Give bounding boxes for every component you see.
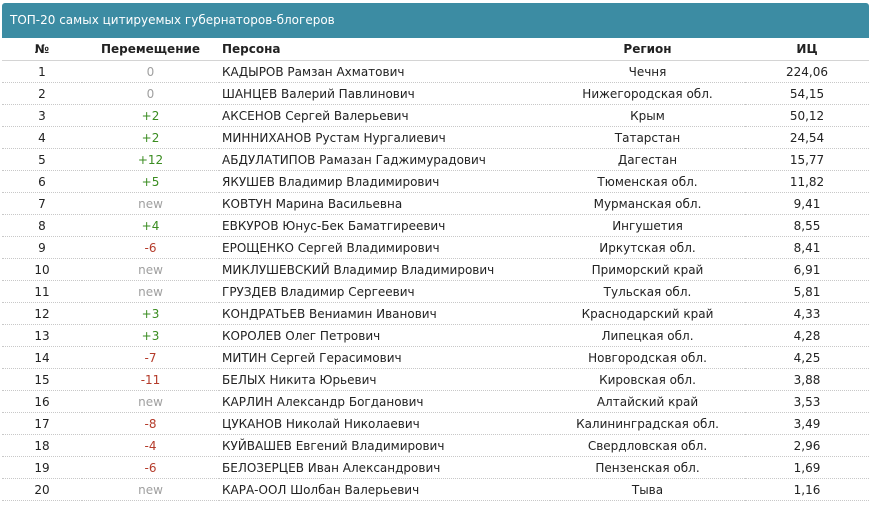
region-cell: Ингушетия [550, 215, 745, 237]
person-cell: ЯКУШЕВ Владимир Владимирович [219, 171, 550, 193]
rank-cell: 8 [2, 215, 82, 237]
citation-index-cell: 2,96 [745, 435, 869, 457]
table-row [2, 237, 869, 259]
table-row [2, 61, 869, 83]
rank-cell: 12 [2, 303, 82, 325]
citation-index-cell: 3,88 [745, 369, 869, 391]
movement-cell: 0 [82, 83, 219, 105]
rank-cell: 10 [2, 259, 82, 281]
rating-table [2, 38, 869, 501]
region-cell: Нижегородская обл. [550, 83, 745, 105]
citation-index-cell: 1,16 [745, 479, 869, 501]
person-cell: КОРОЛЕВ Олег Петрович [219, 325, 550, 347]
table-row [2, 149, 869, 171]
column-header-move[interactable]: Перемещение [82, 38, 219, 61]
rank-cell: 4 [2, 127, 82, 149]
person-cell: КАРЛИН Александр Богданович [219, 391, 550, 413]
movement-cell: +3 [82, 303, 219, 325]
citation-index-cell: 54,15 [745, 83, 869, 105]
rank-cell: 9 [2, 237, 82, 259]
person-cell: МИТИН Сергей Герасимович [219, 347, 550, 369]
movement-cell: -4 [82, 435, 219, 457]
movement-cell: -8 [82, 413, 219, 435]
person-cell: КАРА-ООЛ Шолбан Валерьевич [219, 479, 550, 501]
person-cell: МИКЛУШЕВСКИЙ Владимир Владимирович [219, 259, 550, 281]
table-row [2, 281, 869, 303]
citation-index-cell: 9,41 [745, 193, 869, 215]
table-row [2, 435, 869, 457]
citation-index-cell: 4,33 [745, 303, 869, 325]
rank-cell: 20 [2, 479, 82, 501]
movement-cell: +2 [82, 105, 219, 127]
rank-cell: 6 [2, 171, 82, 193]
citation-index-cell: 1,69 [745, 457, 869, 479]
movement-cell: -7 [82, 347, 219, 369]
table-row [2, 193, 869, 215]
citation-index-cell: 8,55 [745, 215, 869, 237]
region-cell: Дагестан [550, 149, 745, 171]
region-cell: Тюменская обл. [550, 171, 745, 193]
table-header-row [2, 38, 869, 61]
movement-cell: +12 [82, 149, 219, 171]
region-cell: Тыва [550, 479, 745, 501]
person-cell: БЕЛЫХ Никита Юрьевич [219, 369, 550, 391]
region-cell: Краснодарский край [550, 303, 745, 325]
citation-index-cell: 15,77 [745, 149, 869, 171]
movement-cell: new [82, 193, 219, 215]
movement-cell: -6 [82, 237, 219, 259]
region-cell: Крым [550, 105, 745, 127]
table-row [2, 369, 869, 391]
region-cell: Свердловская обл. [550, 435, 745, 457]
person-cell: АБДУЛАТИПОВ Рамазан Гаджимурадович [219, 149, 550, 171]
table-row [2, 325, 869, 347]
rank-cell: 18 [2, 435, 82, 457]
movement-cell: +2 [82, 127, 219, 149]
citation-index-cell: 8,41 [745, 237, 869, 259]
region-cell: Калининградская обл. [550, 413, 745, 435]
citation-index-cell: 3,49 [745, 413, 869, 435]
column-header-person[interactable]: Персона [219, 38, 550, 61]
person-cell: БЕЛОЗЕРЦЕВ Иван Александрович [219, 457, 550, 479]
rank-cell: 2 [2, 83, 82, 105]
rank-cell: 14 [2, 347, 82, 369]
movement-cell: +3 [82, 325, 219, 347]
table-row [2, 457, 869, 479]
table-row [2, 391, 869, 413]
table-row [2, 83, 869, 105]
rank-cell: 1 [2, 61, 82, 83]
table-row [2, 171, 869, 193]
movement-cell: 0 [82, 61, 219, 83]
movement-cell: new [82, 281, 219, 303]
person-cell: КУЙВАШЕВ Евгений Владимирович [219, 435, 550, 457]
rank-cell: 11 [2, 281, 82, 303]
citation-index-cell: 224,06 [745, 61, 869, 83]
table-row [2, 347, 869, 369]
citation-index-cell: 24,54 [745, 127, 869, 149]
region-cell: Новгородская обл. [550, 347, 745, 369]
rank-cell: 7 [2, 193, 82, 215]
person-cell: ЕРОЩЕНКО Сергей Владимирович [219, 237, 550, 259]
rank-cell: 19 [2, 457, 82, 479]
person-cell: АКСЕНОВ Сергей Валерьевич [219, 105, 550, 127]
citation-index-cell: 3,53 [745, 391, 869, 413]
column-header-index[interactable]: ИЦ [745, 38, 869, 61]
person-cell: ШАНЦЕВ Валерий Павлинович [219, 83, 550, 105]
person-cell: ЕВКУРОВ Юнус-Бек Баматгиреевич [219, 215, 550, 237]
movement-cell: new [82, 479, 219, 501]
movement-cell: +5 [82, 171, 219, 193]
region-cell: Иркутская обл. [550, 237, 745, 259]
region-cell: Кировская обл. [550, 369, 745, 391]
movement-cell: +4 [82, 215, 219, 237]
table-row [2, 215, 869, 237]
region-cell: Татарстан [550, 127, 745, 149]
movement-cell: new [82, 391, 219, 413]
movement-cell: -6 [82, 457, 219, 479]
citation-index-cell: 5,81 [745, 281, 869, 303]
rank-cell: 15 [2, 369, 82, 391]
region-cell: Тульская обл. [550, 281, 745, 303]
citation-index-cell: 6,91 [745, 259, 869, 281]
table-row [2, 127, 869, 149]
person-cell: ГРУЗДЕВ Владимир Сергеевич [219, 281, 550, 303]
rank-cell: 17 [2, 413, 82, 435]
person-cell: КАДЫРОВ Рамзан Ахматович [219, 61, 550, 83]
table-row [2, 259, 869, 281]
citation-index-cell: 4,25 [745, 347, 869, 369]
region-cell: Алтайский край [550, 391, 745, 413]
rank-cell: 5 [2, 149, 82, 171]
table-row [2, 479, 869, 501]
column-header-num[interactable]: № [2, 38, 82, 61]
table-row [2, 413, 869, 435]
person-cell: МИННИХАНОВ Рустам Нургалиевич [219, 127, 550, 149]
region-cell: Липецкая обл. [550, 325, 745, 347]
rank-cell: 13 [2, 325, 82, 347]
citation-index-cell: 4,28 [745, 325, 869, 347]
column-header-region[interactable]: Регион [550, 38, 745, 61]
movement-cell: -11 [82, 369, 219, 391]
person-cell: КОВТУН Марина Васильевна [219, 193, 550, 215]
person-cell: ЦУКАНОВ Николай Николаевич [219, 413, 550, 435]
table-row [2, 303, 869, 325]
region-cell: Пензенская обл. [550, 457, 745, 479]
region-cell: Приморский край [550, 259, 745, 281]
rank-cell: 16 [2, 391, 82, 413]
rank-cell: 3 [2, 105, 82, 127]
table-title: ТОП-20 самых цитируемых губернаторов-блогеров [2, 3, 869, 38]
region-cell: Мурманская обл. [550, 193, 745, 215]
person-cell: КОНДРАТЬЕВ Вениамин Иванович [219, 303, 550, 325]
movement-cell: new [82, 259, 219, 281]
citation-index-cell: 50,12 [745, 105, 869, 127]
region-cell: Чечня [550, 61, 745, 83]
citation-index-cell: 11,82 [745, 171, 869, 193]
table-row [2, 105, 869, 127]
